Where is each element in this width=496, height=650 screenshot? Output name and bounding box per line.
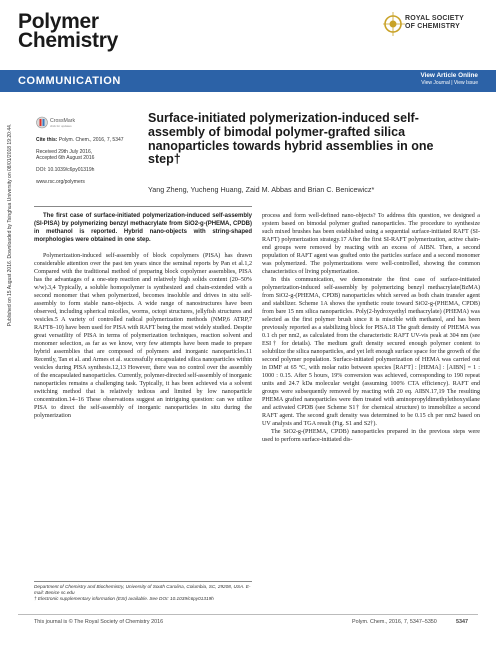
journal-website[interactable]: www.rsc.org/polymers bbox=[36, 178, 85, 185]
divider-left bbox=[34, 206, 252, 207]
accepted-date: Accepted 6th August 2016 bbox=[36, 155, 95, 162]
article-metadata bbox=[36, 137, 130, 186]
body-paragraph: process and form well-defined nano-objects? To address this question, we designed a system based on bimodal polymer grafted nanoparticles. The procedure to synthesize such mixed brushes has been established using a sequential surface-initiated RAFT (SI-RAFT) polymerization strategy.17 After the first SI-RAFT polymerization, active chain-end groups were removed by reacting with an excess of AIBN. Then, a second population of RAFT agent was grafted onto the particles surface and a second monomer was polymerized. The polymerizations were well-controlled, showing the common characteristics of living polymerization. bbox=[262, 213, 480, 275]
publication-sidebar: Published on 15 August 2016. Downloaded by Tsinghua University on 08/01/2018 19:20:44. bbox=[7, 123, 13, 327]
received-date: Received 29th July 2016, bbox=[36, 148, 93, 155]
journal-title-line1: Polymer bbox=[18, 10, 99, 33]
article-authors: Yang Zheng, Yucheng Huang, Zaid M. Abbas and Brian C. Benicewicz* bbox=[148, 185, 375, 194]
view-journal-link[interactable]: View Journal | View Issue bbox=[421, 80, 478, 86]
view-links bbox=[381, 72, 478, 86]
body-paragraph: Polymerization-induced self-assembly of block copolymers (PISA) has drawn considerable attention over the past ten years since the seminal reports by Pan et al.1,2 Compared with the traditional method of preparing block copolymer assemblies, PISA has the advantages of a one-step reaction and relatively high solids content (20–50% w/w).3,4 Typically, a soluble homopolymer is synthesized and chain-extended with a second monomer that when polymerized, becomes insoluble and drives in situ self-assembly to form stable nano-objects. A wide range of nanostructures have been observed, including spherical micelles, worms, octopi structures, jellyfish structures and vesicles.5 A variety of controlled radical polymerization methods (NMP,6 ATRP,7 RAFT8–10) have been used for PISA with RAFT being the most widely studied. Despite great versatility of PISA in terms of polymerization techniques, reaction solvent and monomer selection, as far as we know, very few attempts have been made to prepare hybrid assemblies that are composed of polymers and inorganic nanoparticles.11 Recently, Tan et al. and Armes et al. successfully encapsulated silica nanoparticles within vesicles during PISA synthesis.12,13 However, there was no control over the assembly of the encapsulated nanoparticles. Currently, polymer-directed self-assembly of inorganic nanoparticles remains a challenging task. Typically, it has been achieved via a solvent switching method that is relatively tedious and limited by low nanoparticle concentration.14–16 These observations suggest an intriguing question: can we utilize PISA to direct the self-assembly of inorganic nanoparticles in situ during the polymerization bbox=[34, 253, 252, 419]
body-paragraph: The SiO2-g-(PHEMA, CPDB) nanoparticles prepared in the previous steps were used to perform surface-initiated dis- bbox=[262, 429, 480, 443]
cite-label: Cite this: bbox=[36, 137, 58, 143]
footer-copyright: This journal is © The Royal Society of Chemistry 2016 bbox=[34, 619, 164, 625]
journal-title-line2: Chemistry bbox=[18, 29, 119, 52]
footnotes bbox=[34, 584, 252, 603]
rsc-wordmark bbox=[405, 15, 479, 31]
body-paragraph: In this communication, we demonstrate the first case of surface-initiated polymerization-induced self-assembly by polymerizing benzyl methacrylate(BzMA) from SiO2-g-(PHEMA, CPDB) nanoparticles which served as both chain transfer agent and stabilizer. Scheme 1A shows the synthetic route toward SiO2-g-(PHEMA, CPDB) from bare 15 nm silica nanoparticles. Poly(2-hydroxyethyl methacrylate) (PHEMA) was selected as the first polymer brush since it is miscible with methanol, and has been previously reported as a stabilizing block for PISA.18 The graft density of PHEMA was 0.1 ch per nm2, as calculated from the characteristic RAFT UV-vis peak at 304 nm (see ESI† for details). The medium graft density secured enough polymer content to solubilize the silica nanoparticles, and yet left enough surface space for the growth of the second polymer population. Surface-initiated polymerization of HEMA was carried out in DMF at 65 °C, with molar ratio between species [RAFT] : [HEMA] : [AIBN] = 1 : 1000 : 0.15. After 5 hours, 19% conversion was achieved, corresponding to 190 repeat units and 24.7 kDa molecular weight (assuming 100% CTA efficiency). RAFT end groups were subsequently removed by reacting with 20 eq. AIBN.17,19 The resulting PHEMA grafted nanoparticles were then treated with aminopropyldimethylethoxysilane and activated CPDB (see Scheme S1† for chemical structure) to immobilize a second RAFT agent. The second graft density was determined to be 0.15 ch per nm2 based on UV analysis and TGA result (Fig. S1 and S2†). bbox=[262, 277, 480, 427]
journal-title bbox=[18, 12, 118, 50]
rsc-wordmark-line1: ROYAL SOCIETY bbox=[405, 15, 465, 22]
footer-divider bbox=[18, 614, 478, 615]
doi[interactable]: DOI: 10.1039/c6py01319h bbox=[36, 167, 95, 174]
article-type-label: COMMUNICATION bbox=[18, 75, 121, 87]
esi-footnote: † Electronic supplementary information (ESI) available. See DOI: 10.1039/c6py01319h bbox=[34, 596, 214, 602]
abstract: The first case of surface-initiated polymerization-induced self-assembly (SI-PISA) by polymerizing benzyl methacrylate from SiO2-g-(PHEMA, CPDB) in methanol is reported. Hybrid nano-objects with string-shaped morphologies were obtained in one step. bbox=[34, 213, 252, 243]
cite-text: Polym. Chem., 2016, 7, 5347 bbox=[58, 137, 124, 143]
page-number: 5347 bbox=[456, 619, 468, 625]
crossmark-title: CrossMark bbox=[50, 118, 76, 124]
footnote-divider bbox=[34, 581, 252, 582]
rsc-wordmark-line2: OF CHEMISTRY bbox=[405, 23, 461, 30]
crossmark-badge[interactable] bbox=[36, 115, 76, 130]
right-column bbox=[262, 212, 480, 444]
view-article-online-link[interactable]: View Article Online bbox=[420, 72, 478, 79]
affiliation-footnote: Department of Chemistry and Biochemistry, University of South Carolina, Columbia, SC, 29208, USA. E-mail: Benice sc.edu bbox=[34, 584, 251, 596]
crossmark-subtitle: click for updates bbox=[50, 124, 72, 128]
article-title: Surface-initiated polymerization-induced self-assembly of bimodal polymer-grafted silica nanoparticles towards hybrid assemblies in one step† bbox=[148, 111, 434, 167]
footer-citation: Polym. Chem., 2016, 7, 5347–5350 bbox=[352, 619, 437, 625]
left-column bbox=[34, 212, 252, 420]
